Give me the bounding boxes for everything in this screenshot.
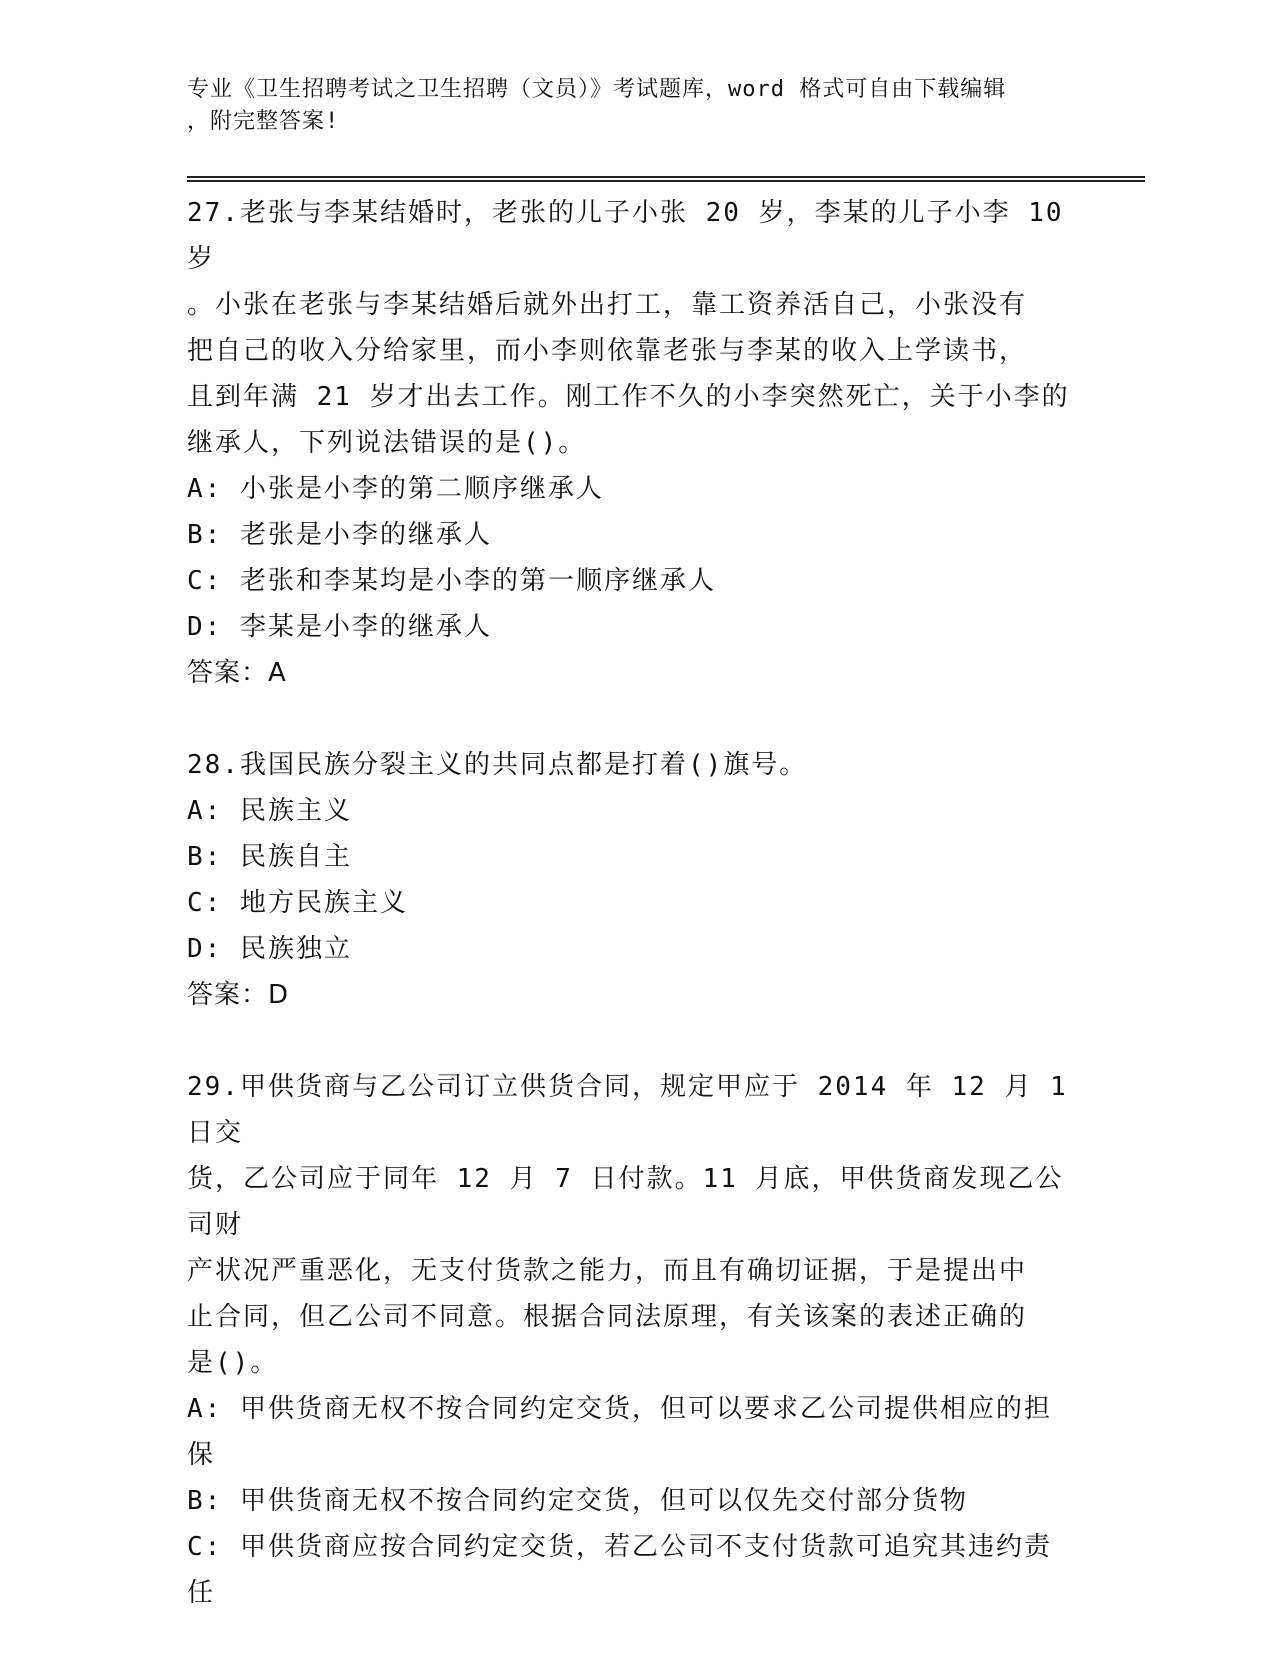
option-a-continued: 保 bbox=[187, 1440, 216, 1470]
question-text-line: 27.老张与李某结婚时，老张的儿子小张 20 岁，李某的儿子小李 10 岁 bbox=[187, 198, 1064, 274]
option-a: A: 甲供货商无权不按合同约定交货，但可以要求乙公司提供相应的担 bbox=[187, 1394, 1052, 1424]
question-27 bbox=[187, 190, 1087, 696]
answer-text: 答案：A bbox=[187, 658, 287, 688]
question-text-line: 。小张在老张与李某结婚后就外出打工，靠工资养活自己，小张没有 bbox=[187, 290, 1028, 320]
question-text-line: 产状况严重恶化，无支付货款之能力，而且有确切证据，于是提出中 bbox=[187, 1256, 1028, 1286]
page-header bbox=[187, 74, 1087, 138]
question-list bbox=[187, 190, 1087, 1662]
option-a: A: 民族主义 bbox=[187, 796, 352, 826]
option-d: D: 李某是小李的继承人 bbox=[187, 612, 492, 642]
question-text-line: 止合同，但乙公司不同意。根据合同法原理，有关该案的表述正确的 bbox=[187, 1302, 1028, 1332]
option-a: A: 小张是小李的第二顺序继承人 bbox=[187, 474, 604, 504]
option-d: D: 民族独立 bbox=[187, 934, 352, 964]
option-c: C: 地方民族主义 bbox=[187, 888, 408, 918]
option-b: B: 甲供货商无权不按合同约定交货，但可以仅先交付部分货物 bbox=[187, 1486, 968, 1516]
question-text-line: 把自己的收入分给家里，而小李则依靠老张与李某的收入上学读书， bbox=[187, 336, 1028, 366]
option-c-continued: 任 bbox=[187, 1578, 216, 1608]
header-line-2: ，附完整答案! bbox=[187, 109, 340, 134]
option-b: B: 老张是小李的继承人 bbox=[187, 520, 492, 550]
question-text-line: 29.甲供货商与乙公司订立供货合同，规定甲应于 2014 年 12 月 1 日交 bbox=[187, 1072, 1068, 1148]
header-divider bbox=[187, 176, 1145, 182]
option-c: C: 老张和李某均是小李的第一顺序继承人 bbox=[187, 566, 716, 596]
question-29 bbox=[187, 1064, 1087, 1616]
question-text-line: 28.我国民族分裂主义的共同点都是打着()旗号。 bbox=[187, 750, 808, 780]
question-28 bbox=[187, 742, 1087, 1018]
question-text-line: 是()。 bbox=[187, 1348, 279, 1378]
question-text-line: 继承人，下列说法错误的是()。 bbox=[187, 428, 587, 458]
answer-text: 答案：D bbox=[187, 980, 290, 1010]
question-text-line: 且到年满 21 岁才出去工作。刚工作不久的小李突然死亡，关于小李的 bbox=[187, 382, 1070, 412]
header-line-1: 专业《卫生招聘考试之卫生招聘（文员）》考试题库，word 格式可自由下载编辑 bbox=[187, 77, 1007, 102]
question-text-line: 货，乙公司应于同年 12 月 7 日付款。11 月底，甲供货商发现乙公司财 bbox=[187, 1164, 1064, 1240]
option-c: C: 甲供货商应按合同约定交货，若乙公司不支付货款可追究其违约责 bbox=[187, 1532, 1052, 1562]
option-b: B: 民族自主 bbox=[187, 842, 352, 872]
